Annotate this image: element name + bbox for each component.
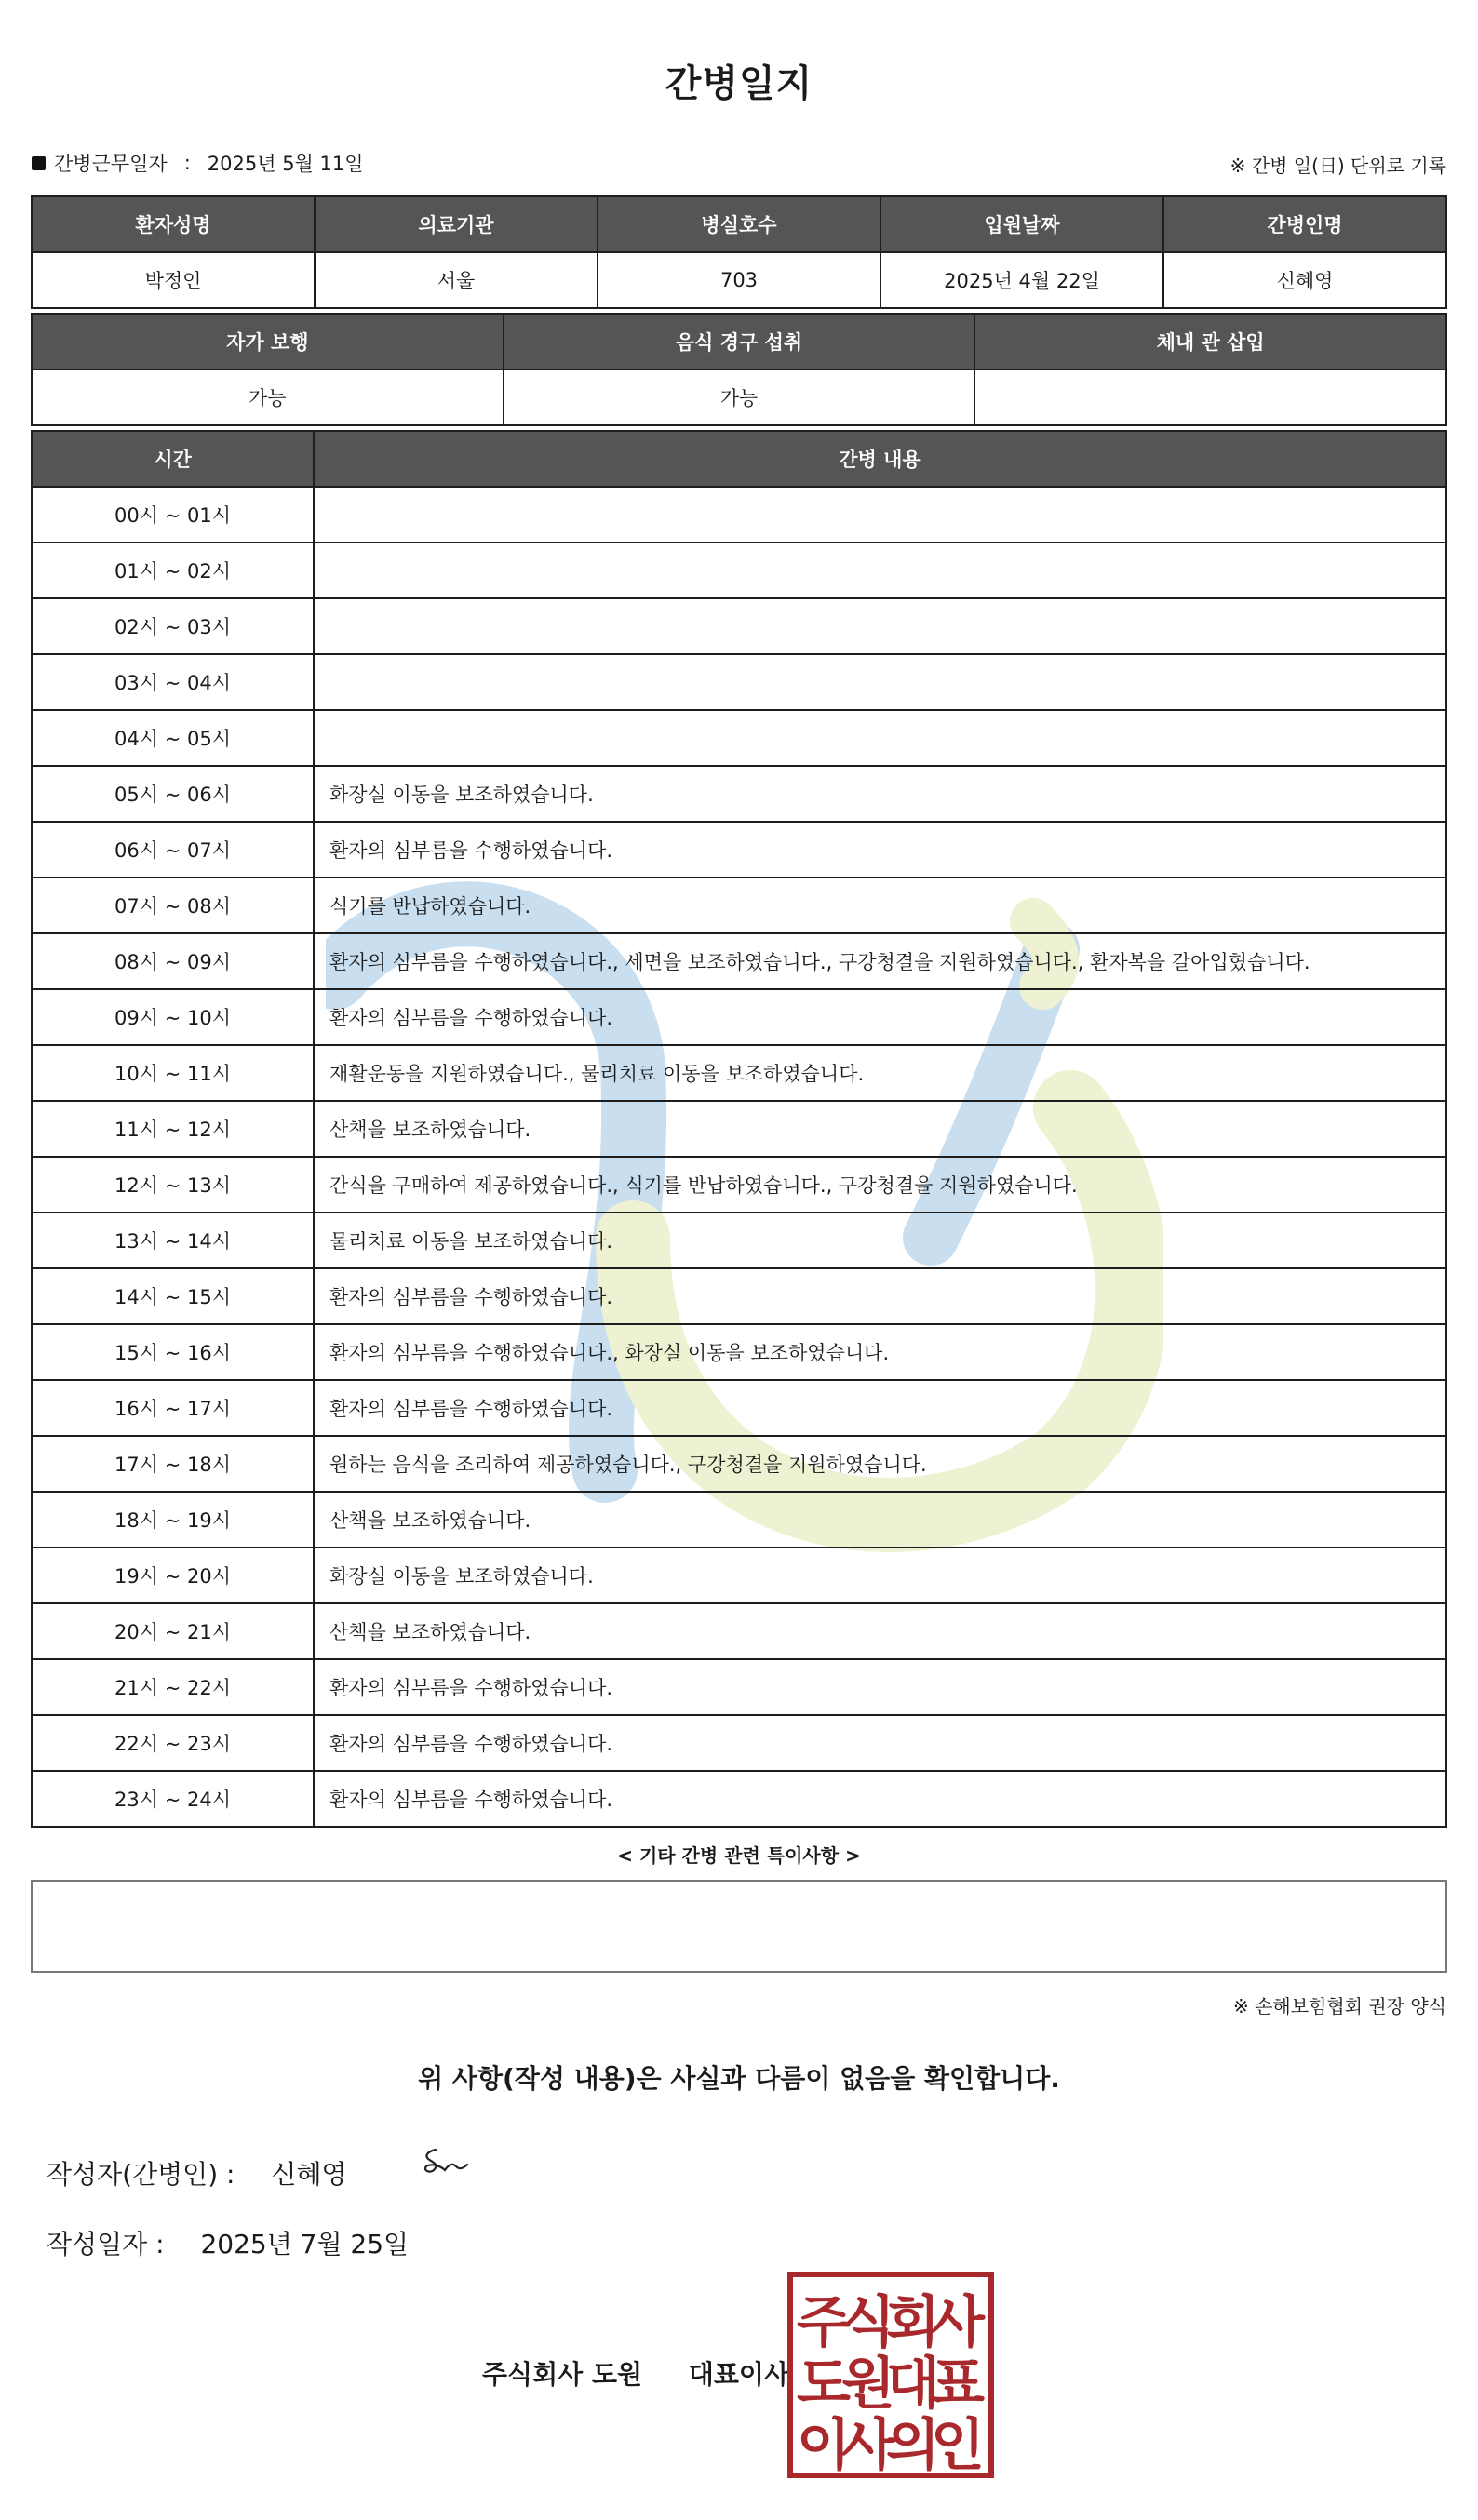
header-patient-name: 환자성명 xyxy=(32,196,315,252)
table-row xyxy=(32,654,1446,710)
care-content xyxy=(314,543,1446,598)
care-log-table xyxy=(31,430,1447,1828)
svg-text:사: 사 xyxy=(841,2413,895,2478)
table-row xyxy=(32,933,1446,989)
writer-name: 신혜영 xyxy=(271,2159,347,2190)
care-content: 환자의 심부름을 수행하였습니다. xyxy=(314,822,1446,878)
table-row xyxy=(32,766,1446,822)
care-content: 환자의 심부름을 수행하였습니다., 화장실 이동을 보조하였습니다. xyxy=(314,1324,1446,1380)
time-slot: 23시 ~ 24시 xyxy=(32,1771,314,1827)
time-slot: 17시 ~ 18시 xyxy=(32,1436,314,1492)
svg-text:인: 인 xyxy=(931,2413,985,2478)
special-notes-box xyxy=(31,1880,1447,1973)
care-content: 간식을 구매하여 제공하였습니다., 식기를 반납하였습니다., 구강청결을 지원하였습니다. xyxy=(314,1157,1446,1213)
table-row xyxy=(32,1715,1446,1771)
time-slot: 19시 ~ 20시 xyxy=(32,1548,314,1603)
daily-record-note: ※ 간병 일(日) 단위로 기록 xyxy=(1229,154,1446,177)
care-content: 식기를 반납하였습니다. xyxy=(314,878,1446,933)
special-notes-title: < 기타 간병 관련 특이사항 > xyxy=(617,1844,861,1867)
table-row xyxy=(32,710,1446,766)
table-row xyxy=(32,1045,1446,1101)
table-row xyxy=(32,1213,1446,1268)
header-hospital: 의료기관 xyxy=(315,196,598,252)
svg-text:대: 대 xyxy=(886,2352,940,2417)
svg-text:식: 식 xyxy=(841,2290,895,2355)
table-row xyxy=(32,1548,1446,1603)
header-admission-date: 입원날짜 xyxy=(880,196,1163,252)
work-date-value: 2025년 5월 11일 xyxy=(207,153,364,175)
time-slot: 15시 ~ 16시 xyxy=(32,1324,314,1380)
admission-date: 2025년 4월 22일 xyxy=(880,252,1163,308)
time-slot: 07시 ~ 08시 xyxy=(32,878,314,933)
company-seal-stamp xyxy=(786,2271,995,2479)
table-row xyxy=(32,1101,1446,1157)
time-slot: 06시 ~ 07시 xyxy=(32,822,314,878)
ability-info-table xyxy=(31,313,1447,426)
table-row xyxy=(32,1436,1446,1492)
care-content: 물리치료 이동을 보조하였습니다. xyxy=(314,1213,1446,1268)
header-room: 병실호수 xyxy=(598,196,880,252)
hospital: 서울 xyxy=(315,252,598,308)
care-content: 환자의 심부름을 수행하였습니다., 세면을 보조하였습니다., 구강청결을 지원하였습니다., 환자복을 갈아입혔습니다. xyxy=(314,933,1446,989)
svg-text:도: 도 xyxy=(797,2352,851,2417)
care-content xyxy=(314,710,1446,766)
header-care-content: 간병 내용 xyxy=(314,431,1446,487)
time-slot: 22시 ~ 23시 xyxy=(32,1715,314,1771)
header-oral-intake: 음식 경구 섭취 xyxy=(504,314,975,369)
svg-text:사: 사 xyxy=(931,2290,985,2355)
care-content xyxy=(314,598,1446,654)
patient-info-table xyxy=(31,195,1447,309)
table-row xyxy=(32,252,1446,308)
work-date xyxy=(32,149,364,177)
oral-intake-value: 가능 xyxy=(504,369,975,425)
care-content: 환자의 심부름을 수행하였습니다. xyxy=(314,1771,1446,1827)
svg-text:주: 주 xyxy=(797,2290,851,2355)
svg-text:표: 표 xyxy=(931,2352,985,2417)
work-date-separator: : xyxy=(183,152,191,174)
patient-name: 박정인 xyxy=(32,252,315,308)
care-content: 산책을 보조하였습니다. xyxy=(314,1492,1446,1548)
time-slot: 04시 ~ 05시 xyxy=(32,710,314,766)
time-slot: 09시 ~ 10시 xyxy=(32,989,314,1045)
table-row xyxy=(32,1659,1446,1715)
room-number: 703 xyxy=(598,252,880,308)
table-row xyxy=(32,989,1446,1045)
table-row xyxy=(32,1603,1446,1659)
care-content: 산책을 보조하였습니다. xyxy=(314,1101,1446,1157)
table-row xyxy=(32,1771,1446,1827)
tube-insertion-value xyxy=(974,369,1446,425)
self-walking-value: 가능 xyxy=(32,369,504,425)
table-row xyxy=(32,1157,1446,1213)
document-title: 간병일지 xyxy=(665,62,813,105)
time-slot: 18시 ~ 19시 xyxy=(32,1492,314,1548)
time-slot: 00시 ~ 01시 xyxy=(32,487,314,543)
care-content: 화장실 이동을 보조하였습니다. xyxy=(314,766,1446,822)
care-content: 화장실 이동을 보조하였습니다. xyxy=(314,1548,1446,1603)
care-log-body xyxy=(32,487,1446,1827)
signature-image xyxy=(415,2142,480,2189)
care-content: 환자의 심부름을 수행하였습니다. xyxy=(314,1715,1446,1771)
table-row xyxy=(32,543,1446,598)
time-slot: 10시 ~ 11시 xyxy=(32,1045,314,1101)
square-bullet-icon xyxy=(32,156,46,170)
time-slot: 05시 ~ 06시 xyxy=(32,766,314,822)
company-name: 주식회사 도원 xyxy=(482,2359,643,2390)
time-slot: 20시 ~ 21시 xyxy=(32,1603,314,1659)
table-header-row xyxy=(32,431,1446,487)
confirmation-statement: 위 사항(작성 내용)은 사실과 다름이 없음을 확인합니다. xyxy=(418,2063,1060,2094)
table-row xyxy=(32,1380,1446,1436)
time-slot: 11시 ~ 12시 xyxy=(32,1101,314,1157)
table-row xyxy=(32,1492,1446,1548)
time-slot: 14시 ~ 15시 xyxy=(32,1268,314,1324)
form-source-note: ※ 손해보험협회 권장 양식 xyxy=(1232,1995,1446,2017)
written-date-value: 2025년 7월 25일 xyxy=(200,2229,410,2259)
work-date-label: 간병근무일자 xyxy=(54,153,168,175)
time-slot: 02시 ~ 03시 xyxy=(32,598,314,654)
care-content: 환자의 심부름을 수행하였습니다. xyxy=(314,1268,1446,1324)
care-content: 환자의 심부름을 수행하였습니다. xyxy=(314,989,1446,1045)
table-row xyxy=(32,878,1446,933)
care-content xyxy=(314,654,1446,710)
svg-text:이: 이 xyxy=(797,2413,851,2478)
time-slot: 01시 ~ 02시 xyxy=(32,543,314,598)
table-header-row xyxy=(32,314,1446,369)
table-row xyxy=(32,369,1446,425)
care-content: 원하는 음식을 조리하여 제공하였습니다., 구강청결을 지원하였습니다. xyxy=(314,1436,1446,1492)
table-row xyxy=(32,1268,1446,1324)
writer-label: 작성자(간병인) : xyxy=(47,2159,235,2190)
ceo-title: 대표이사 xyxy=(688,2359,789,2390)
table-row xyxy=(32,822,1446,878)
time-slot: 21시 ~ 22시 xyxy=(32,1659,314,1715)
header-time: 시간 xyxy=(32,431,314,487)
svg-text:회: 회 xyxy=(886,2290,940,2355)
written-date-line xyxy=(47,2224,409,2261)
care-content xyxy=(314,487,1446,543)
time-slot: 16시 ~ 17시 xyxy=(32,1380,314,1436)
svg-text:의: 의 xyxy=(886,2413,940,2478)
header-caregiver: 간병인명 xyxy=(1163,196,1446,252)
header-tube-insertion: 체내 관 삽입 xyxy=(974,314,1446,369)
care-content: 재활운동을 지원하였습니다., 물리치료 이동을 보조하였습니다. xyxy=(314,1045,1446,1101)
table-row xyxy=(32,598,1446,654)
table-row xyxy=(32,1324,1446,1380)
company-line xyxy=(482,2354,789,2392)
svg-text:원: 원 xyxy=(841,2352,895,2417)
care-content: 환자의 심부름을 수행하였습니다. xyxy=(314,1659,1446,1715)
time-slot: 13시 ~ 14시 xyxy=(32,1213,314,1268)
written-date-label: 작성일자 : xyxy=(47,2229,165,2259)
time-slot: 08시 ~ 09시 xyxy=(32,933,314,989)
time-slot: 03시 ~ 04시 xyxy=(32,654,314,710)
time-slot: 12시 ~ 13시 xyxy=(32,1157,314,1213)
table-header-row xyxy=(32,196,1446,252)
care-content: 환자의 심부름을 수행하였습니다. xyxy=(314,1380,1446,1436)
caregiver-name: 신혜영 xyxy=(1163,252,1446,308)
table-row xyxy=(32,487,1446,543)
header-self-walking: 자가 보행 xyxy=(32,314,504,369)
care-content: 산책을 보조하였습니다. xyxy=(314,1603,1446,1659)
writer-line xyxy=(47,2154,347,2192)
